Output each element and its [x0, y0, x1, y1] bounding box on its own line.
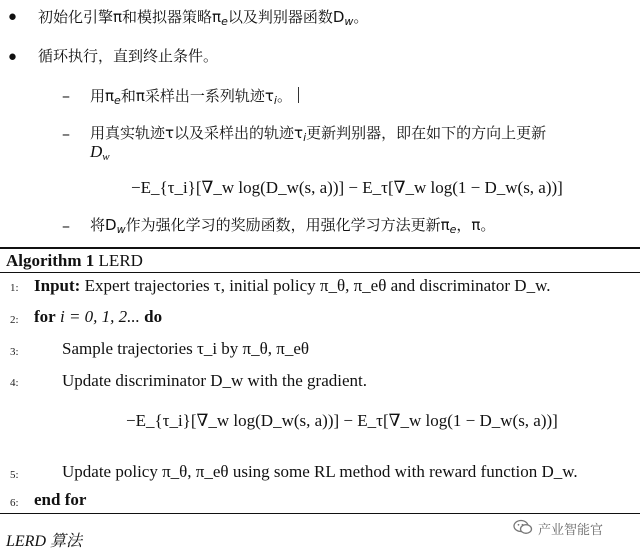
line-number: 6:	[10, 497, 19, 509]
algorithm-line-3: Sample trajectories τ_i by π_θ, π_eθ	[62, 339, 310, 358]
dash-item-2-line1: 用真实轨迹τ以及采样出的轨迹$\tau_i$更新判别器，即在如下的方向上更新	[90, 124, 547, 144]
bullet-dot: •	[6, 46, 19, 71]
dash-marker: –	[62, 216, 70, 235]
dash-marker: –	[62, 86, 70, 105]
algorithm-line-4: Update discriminator D_w with the gradient.	[62, 371, 367, 390]
wechat-icon	[513, 519, 533, 535]
figure-caption: LERD 算法	[6, 533, 83, 550]
line-number: 4:	[10, 377, 19, 389]
algorithm-bottom-rule	[0, 513, 640, 514]
dash-marker: –	[62, 124, 70, 143]
bullet-1-text: 初始化引擎π和模拟器策略$\pi_e$以及判别器函数$D_w$。	[38, 8, 369, 28]
line-number: 5:	[10, 469, 19, 481]
text-cursor	[298, 87, 299, 103]
line-number: 3:	[10, 346, 19, 358]
algorithm-header-rule	[0, 272, 640, 273]
algorithm-line-6: end for	[34, 490, 87, 509]
algorithm-title: Algorithm 1 LERD	[6, 251, 143, 270]
dash-item-1-text: 用$\pi_e$和π采样出一系列轨迹$\tau_i$。	[90, 85, 299, 107]
line-number: 2:	[10, 314, 19, 326]
line-number: 1:	[10, 282, 19, 294]
dash-item-2-line2: Dw	[90, 142, 110, 163]
bullet-2-text: 循环执行，直到终止条件。	[38, 47, 219, 65]
algorithm-line-1: Input: Expert trajectories τ, initial policy π_θ, π_eθ and discriminator D_w.	[34, 276, 551, 295]
dash-item-3-text: 将$D_w$作为强化学习的奖励函数，用强化学习方法更新$\pi_e$，π。	[90, 216, 496, 236]
bullet-dot: •	[6, 6, 19, 31]
gradient-equation-algorithm: −E_{τ_i}[∇_w log(D_w(s, a))] − E_τ[∇_w log(1 − D_w(s, a))]	[126, 411, 558, 430]
algorithm-top-rule	[0, 247, 640, 249]
algorithm-line-5: Update policy π_θ, π_eθ using some RL method with reward function D_w.	[62, 462, 578, 481]
watermark-text: 产业智能官	[538, 523, 604, 538]
algorithm-line-2: for i = 0, 1, 2... do	[34, 307, 163, 326]
gradient-equation-top: −E_{τ_i}[∇_w log(D_w(s, a))] − E_τ[∇_w log(1 − D_w(s, a))]	[131, 178, 563, 197]
